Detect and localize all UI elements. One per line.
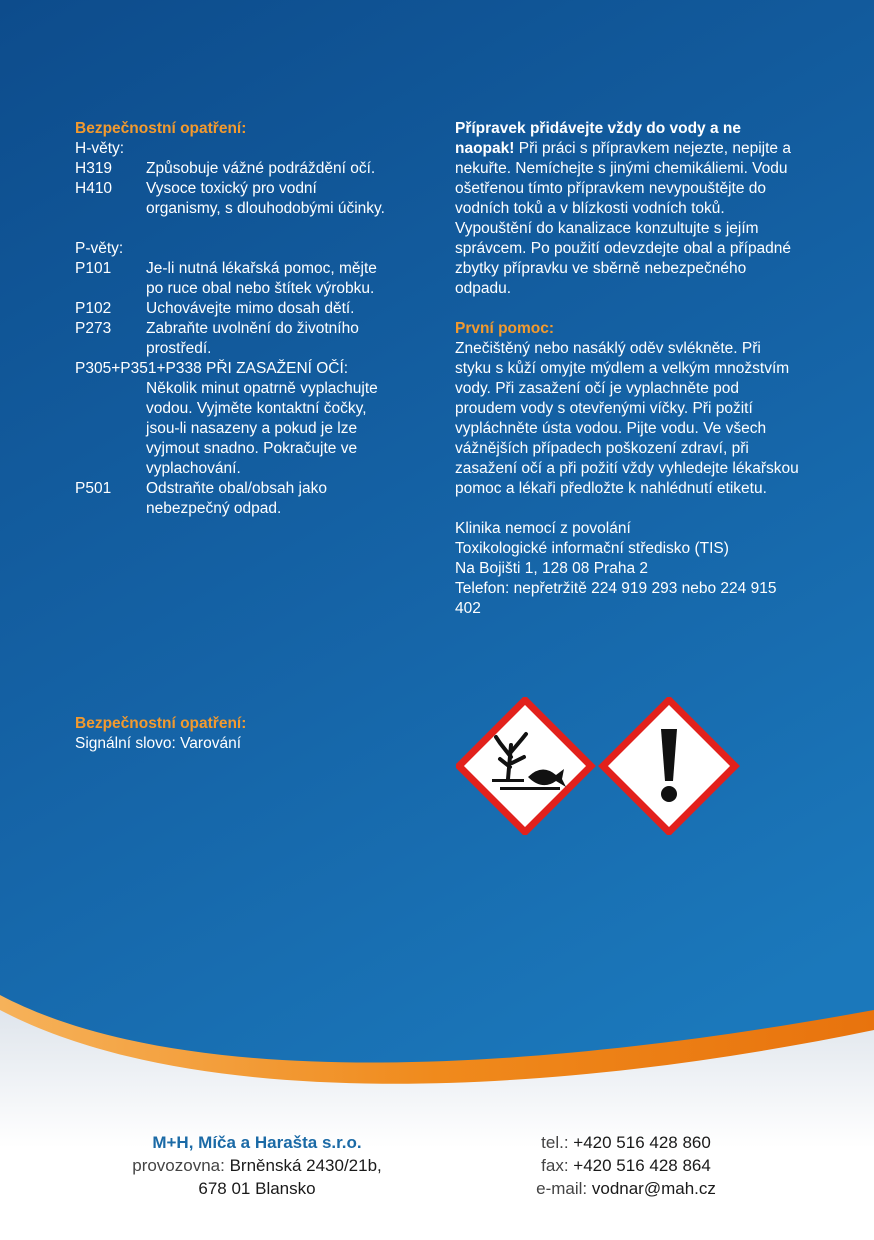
precautions-heading: Bezpečnostní opatření: xyxy=(75,120,247,137)
address-city: 678 01 Blansko xyxy=(198,1179,316,1198)
right-column xyxy=(455,119,800,619)
email-line xyxy=(470,1177,782,1200)
p-statement-row xyxy=(75,259,395,299)
p-text: Je-li nutná lékařská pomoc, mějte po ruce obal nebo štítek výrobku. xyxy=(146,260,377,297)
fax-label: fax: xyxy=(541,1156,569,1175)
h-text: Vysoce toxický pro vodní organismy, s dlouhodobými účinky. xyxy=(146,180,385,217)
first-aid-heading: První pomoc: xyxy=(455,320,555,337)
address-street: Brněnská 2430/21b, xyxy=(229,1156,382,1175)
h-statements-heading: H-věty: xyxy=(75,140,125,157)
contact-info xyxy=(470,1131,782,1200)
first-aid-text: Znečištěný nebo nasáklý oděv svlékněte. Při styku s kůží omyjte mýdlem a velkým množstvím vody. Při zasažení očí je vyplachněte pod proudem vody s otevřenými víčky. Při požití vypláchněte ústa vodou. Pijte vodu. Ve všech vážnějších případech poškození zdraví, při zasažení očí a při požití vždy vyhledejte lékařskou pomoc a lékaři předložte k nahlédnutí etiketu. xyxy=(455,340,799,497)
p-statements-heading: P-věty: xyxy=(75,240,124,257)
p305-text: Několik minut opatrně vyplachujte vodou. Vyjměte kontaktní čočky, jsou-li nasazeny a pokud je lze vyjmout snadno. Pokračujte ve vyplachování. xyxy=(146,380,378,477)
p-statement-row xyxy=(75,319,395,359)
p-code: P101 xyxy=(75,260,112,277)
intro-paragraph xyxy=(455,119,800,299)
intro-bold: Přípravek přidávejte vždy do vody a ne naopak! xyxy=(455,120,742,157)
signal-block xyxy=(75,714,395,754)
p-text: Uchovávejte mimo dosah dětí. xyxy=(146,300,355,317)
tel-label: tel.: xyxy=(541,1133,569,1152)
clinic-line: Toxikologické informační středisko (TIS) xyxy=(455,540,729,557)
p-statement-row xyxy=(75,479,395,519)
address-label: provozovna: xyxy=(132,1156,225,1175)
address-street-line xyxy=(112,1154,402,1177)
tel-line xyxy=(470,1131,782,1154)
clinic-line: Na Bojišti 1, 128 08 Praha 2 xyxy=(455,560,649,577)
h-statement-row xyxy=(75,159,395,179)
h-code: H319 xyxy=(75,160,113,177)
p-code: P273 xyxy=(75,320,112,337)
hazard-pictograms xyxy=(456,697,740,835)
company-address xyxy=(112,1131,402,1200)
environment-hazard-icon xyxy=(459,700,591,832)
tel-number[interactable]: +420 516 428 860 xyxy=(573,1133,711,1152)
clinic-line: Telefon: nepřetržitě 224 919 293 nebo 224 915 402 xyxy=(455,580,777,617)
h-text: Způsobuje vážné podráždění očí. xyxy=(146,160,376,177)
company-name: M+H, Míča a Harašta s.r.o. xyxy=(152,1133,362,1152)
intro-text: Při práci s přípravkem nejezte, nepijte a nekuřte. Nemíchejte s jinými chemikáliemi. Vodu ošetřenou tímto přípravkem nevypouštějte do vodních toků a v blízkosti vodních toků. Vypouštění do kanalizace konzultujte s jejím správcem. Po použití odevzdejte obal a případné zbytky přípravku ve sběrně nebezpečného odpadu. xyxy=(455,140,792,297)
signal-heading: Bezpečnostní opatření: xyxy=(75,715,247,732)
signal-word: Signální slovo: Varování xyxy=(75,735,242,752)
h-code: H410 xyxy=(75,180,113,197)
p305-code: P305+P351+P338 PŘI ZASAŽENÍ OČÍ: xyxy=(75,360,349,377)
p-statement-row xyxy=(75,299,395,319)
left-column xyxy=(75,119,395,519)
p-text: Odstraňte obal/obsah jako nebezpečný odpad. xyxy=(146,480,327,517)
fax-number: +420 516 428 864 xyxy=(573,1156,711,1175)
fax-line xyxy=(470,1154,782,1177)
email-label: e-mail: xyxy=(536,1179,588,1198)
h-statement-row xyxy=(75,179,395,219)
clinic-line: Klinika nemocí z povolání xyxy=(455,520,631,537)
p-text: Zabraňte uvolnění do životního prostředí. xyxy=(146,320,359,357)
p-code: P102 xyxy=(75,300,112,317)
p-code: P501 xyxy=(75,480,112,497)
email-link[interactable]: vodnar@mah.cz xyxy=(591,1179,716,1198)
exclamation-hazard-icon xyxy=(603,700,735,832)
